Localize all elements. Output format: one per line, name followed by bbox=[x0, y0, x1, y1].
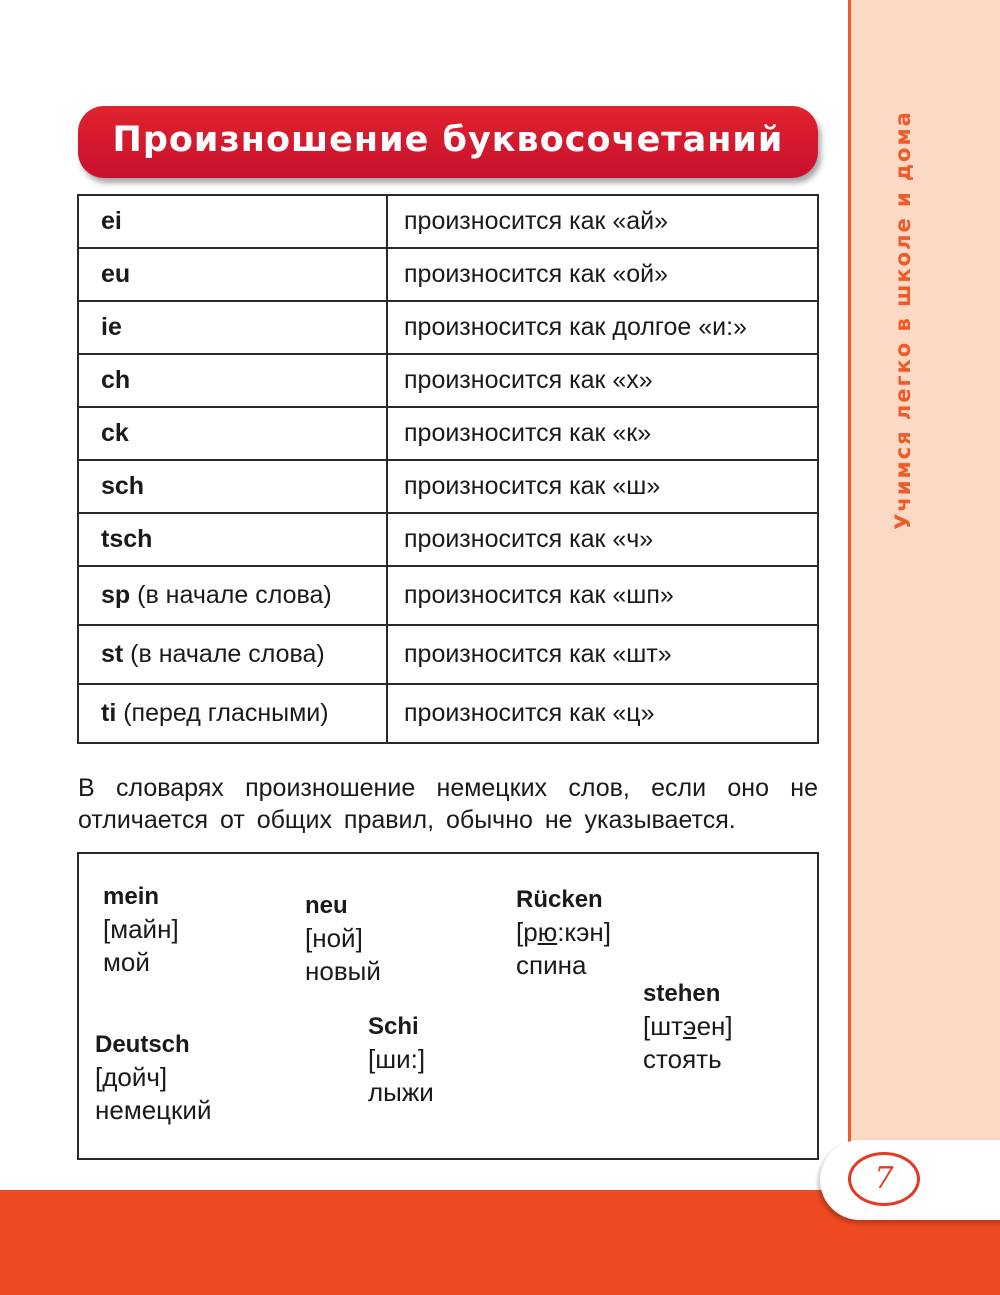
combo-cell bbox=[78, 195, 387, 248]
table-row bbox=[78, 301, 818, 354]
letter-combination: ch bbox=[101, 366, 131, 394]
combo-cell bbox=[78, 354, 387, 407]
transcription-part: :кэн] bbox=[557, 917, 611, 947]
letter-combination: st bbox=[101, 640, 124, 668]
table-row bbox=[78, 566, 818, 625]
letter-combination: eu bbox=[101, 260, 131, 288]
pronunciation-cell: произносится как «ц» bbox=[387, 684, 818, 743]
example-neu bbox=[305, 889, 381, 988]
combo-cell bbox=[78, 684, 387, 743]
table-row bbox=[78, 195, 818, 248]
example-stehen bbox=[643, 977, 733, 1076]
translation: стоять bbox=[643, 1044, 722, 1074]
combo-note: (в начале слова) bbox=[123, 640, 325, 668]
german-word: Schi bbox=[368, 1013, 419, 1040]
combo-cell bbox=[78, 513, 387, 566]
pronunciation-cell: произносится как «шп» bbox=[387, 566, 818, 625]
table-row bbox=[78, 460, 818, 513]
german-word: Rücken bbox=[516, 886, 603, 913]
combo-note: (в начале слова) bbox=[130, 581, 332, 609]
examples-box bbox=[77, 852, 819, 1160]
transcription-part: [р bbox=[516, 917, 538, 947]
dictionary-note: В словарях произношение немецких слов, если оно не отличается от общих правил, обычно не указывается. bbox=[78, 774, 818, 834]
transcription: [ной] bbox=[305, 923, 363, 953]
table-row bbox=[78, 248, 818, 301]
letter-combination: ei bbox=[101, 207, 122, 235]
stressed-vowel: ю bbox=[537, 917, 558, 947]
transcription: [майн] bbox=[103, 914, 179, 944]
german-word: stehen bbox=[643, 980, 721, 1007]
combo-cell bbox=[78, 301, 387, 354]
side-band bbox=[848, 0, 1000, 1190]
transcription-part: [шт bbox=[643, 1011, 683, 1041]
example-ruecken bbox=[516, 883, 611, 982]
translation: мой bbox=[103, 947, 150, 977]
pronunciation-cell: произносится как долгое «и:» bbox=[387, 301, 818, 354]
stressed-vowel: э bbox=[683, 1011, 697, 1041]
combo-cell bbox=[78, 625, 387, 684]
pronunciation-cell: произносится как «ой» bbox=[387, 248, 818, 301]
translation: спина bbox=[516, 950, 587, 980]
transcription bbox=[643, 1010, 733, 1043]
table-row bbox=[78, 407, 818, 460]
combo-note: (перед гласными) bbox=[116, 699, 329, 727]
combo-cell bbox=[78, 460, 387, 513]
example-schi bbox=[368, 1010, 434, 1109]
german-word: neu bbox=[305, 892, 348, 919]
german-word: Deutsch bbox=[95, 1031, 190, 1058]
letter-combination: sch bbox=[101, 472, 145, 500]
example-mein bbox=[103, 880, 179, 979]
rules-table bbox=[77, 194, 819, 744]
pronunciation-cell: произносится как «к» bbox=[387, 407, 818, 460]
transcription: [ши:] bbox=[368, 1044, 426, 1074]
combo-cell bbox=[78, 407, 387, 460]
table-row bbox=[78, 513, 818, 566]
pronunciation-cell: произносится как «ш» bbox=[387, 460, 818, 513]
pronunciation-cell: произносится как «ай» bbox=[387, 195, 818, 248]
letter-combination: ck bbox=[101, 419, 129, 447]
example-deutsch bbox=[95, 1028, 211, 1127]
pronunciation-cell: произносится как «шт» bbox=[387, 625, 818, 684]
page-number: 7 bbox=[848, 1152, 920, 1206]
letter-combination: tsch bbox=[101, 525, 153, 553]
side-heading: Учимся легко в школе и дома bbox=[891, 110, 915, 530]
translation: новый bbox=[305, 956, 381, 986]
transcription bbox=[516, 916, 611, 949]
table-row bbox=[78, 354, 818, 407]
pronunciation-cell: произносится как «х» bbox=[387, 354, 818, 407]
table-row bbox=[78, 625, 818, 684]
letter-combination: ie bbox=[101, 313, 122, 341]
pronunciation-cell: произносится как «ч» bbox=[387, 513, 818, 566]
table-row bbox=[78, 684, 818, 743]
page-title: Произношение буквосочетаний bbox=[78, 106, 818, 178]
combo-cell bbox=[78, 566, 387, 625]
letter-combination: ti bbox=[101, 699, 117, 727]
transcription-part: ен] bbox=[696, 1011, 733, 1041]
letter-combination: sp bbox=[101, 581, 131, 609]
translation: немецкий bbox=[95, 1095, 212, 1125]
translation: лыжи bbox=[368, 1077, 434, 1107]
german-word: mein bbox=[103, 883, 160, 910]
transcription: [дойч] bbox=[95, 1062, 168, 1092]
combo-cell bbox=[78, 248, 387, 301]
